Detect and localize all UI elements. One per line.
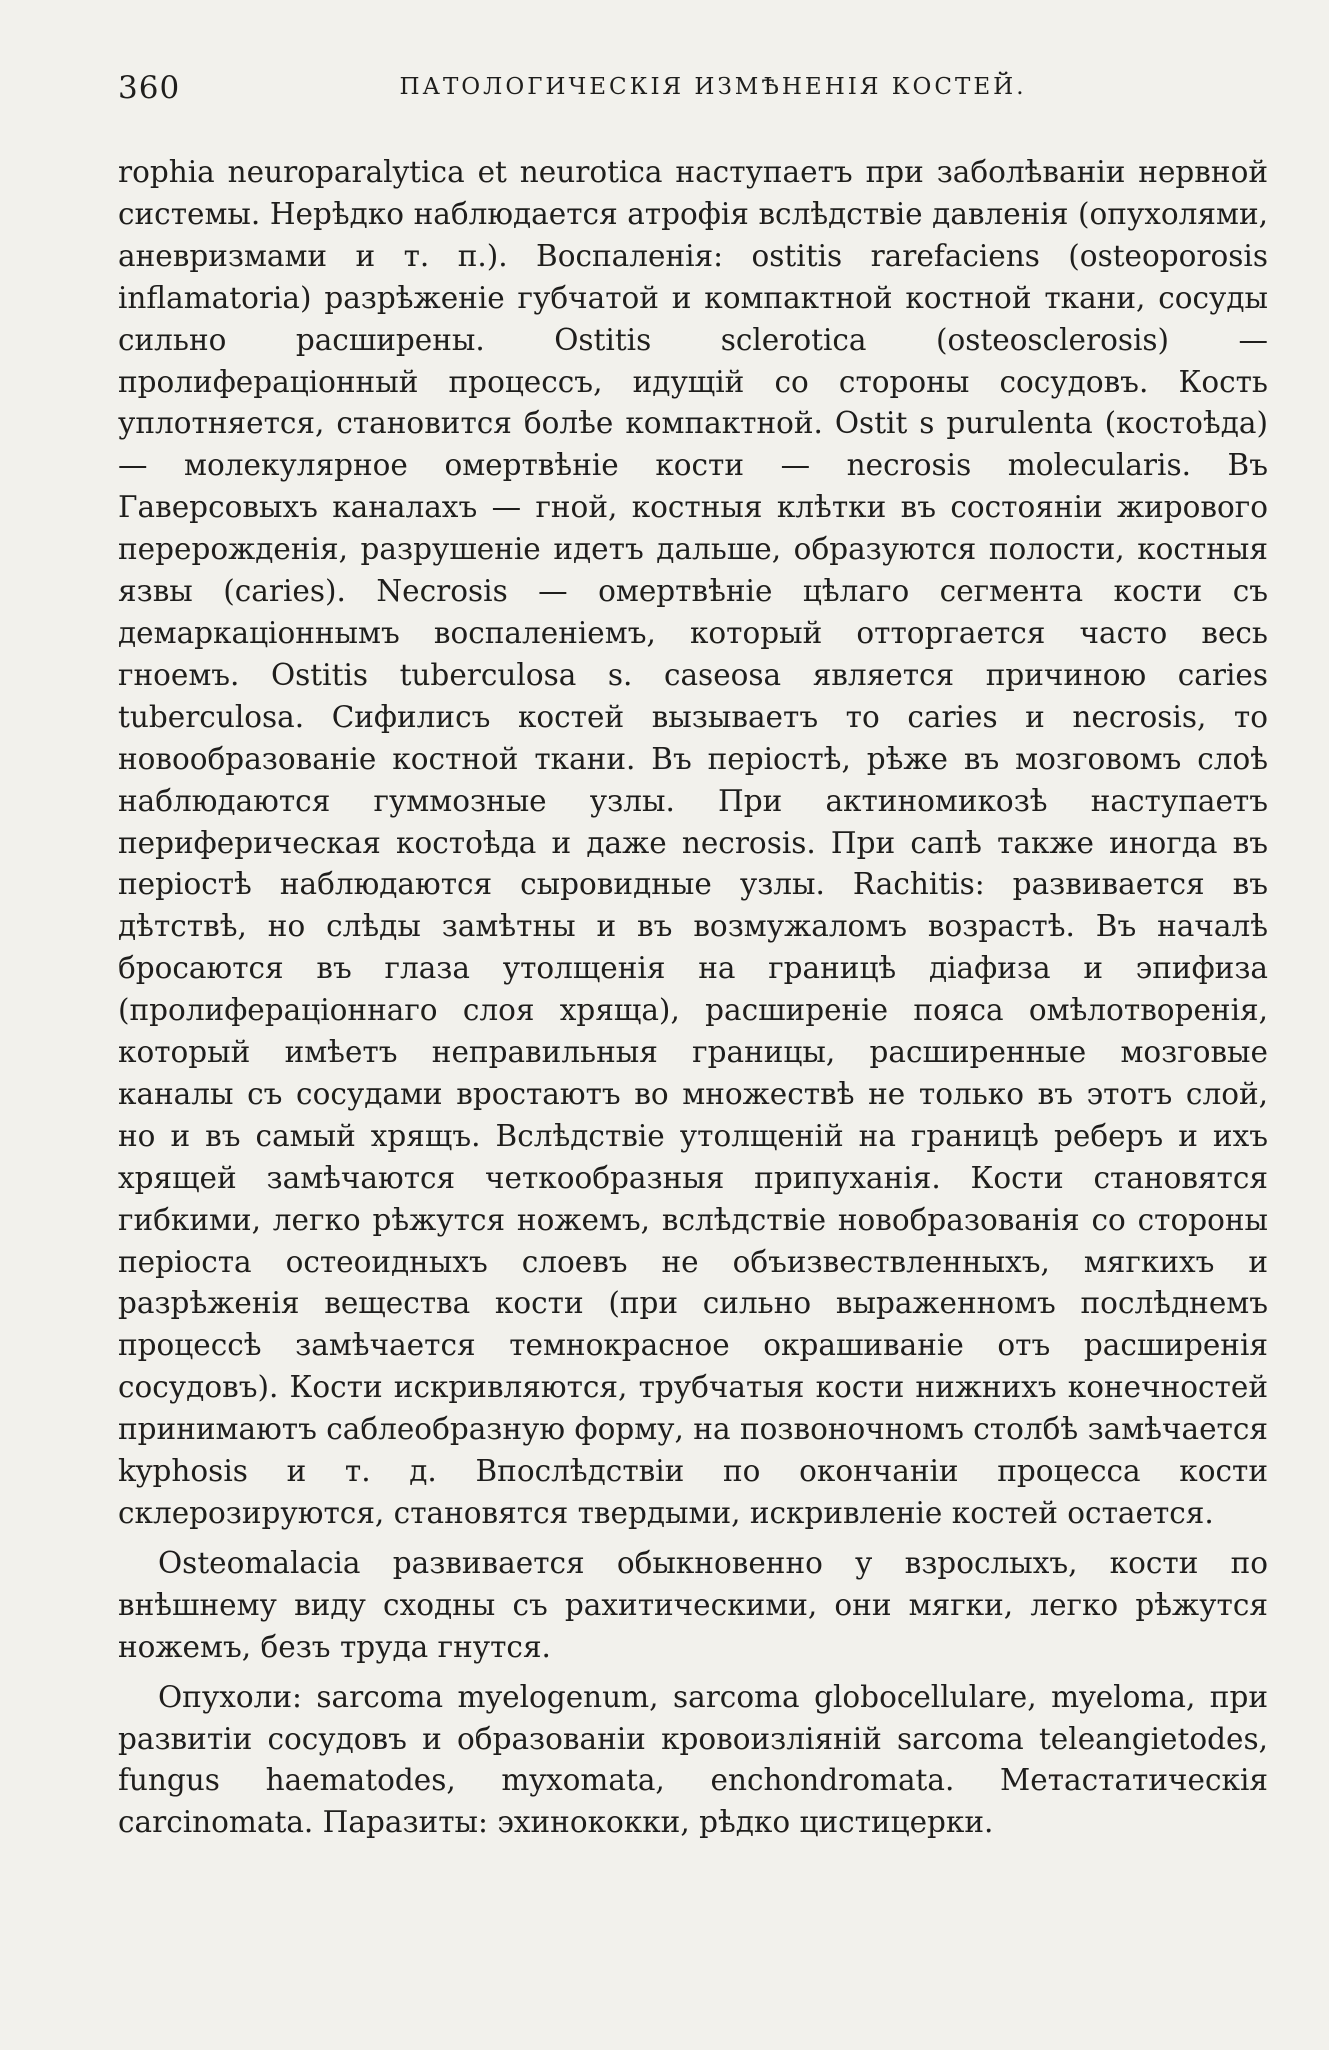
paragraph-tumors: Опухоли: sarcoma myelogenum, sarcoma globocellulare, myeloma, при развитіи сосудовъ и образованіи кровоизліяній sarcoma teleangietodes, fungus haematodes, myxomata, enchondromata. Метастатическія carcinomata. Паразиты: эхинококки, рѣдко цистицерки. <box>118 1679 1268 1840</box>
book-page <box>118 60 1268 1844</box>
running-head: ПАТОЛОГИЧЕСКІЯ ИЗМѢНЕНІЯ КОСТЕЙ. <box>399 74 1027 100</box>
paragraph-osteomalacia: Osteomalacia развивается обыкновенно у взрослыхъ, кости по внѣшнему виду сходны съ рахитическими, они мягки, легко рѣжутся ножемъ, безъ труда гнутся. <box>118 1545 1268 1664</box>
paragraph-bone-inflammation-and-rachitis: rophia neuroparalytica et neurotica наступаетъ при заболѣваніи нервной системы. Нерѣдко наблюдается атрофія вслѣдствіе давленія (опухолями, аневризмами и т. п.). Воспаленія: ostitis rarefaciens (osteoporosis inflamatoria) разрѣженіе губчатой и компактной костной ткани, сосуды сильно расширены. Ostitis sclerotica (osteosclerosis) — пролифераціонный процессъ, идущій со стороны сосудовъ. Кость уплотняется, становится болѣе компактной. Ostit s purulenta (костоѣда) — молекулярное омертвѣніе кости — necrosis molecularis. Въ Гаверсовыхъ каналахъ — гной, костныя клѣтки въ состояніи жирового перерожденія, разрушеніе идетъ дальше, образуются полости, костныя язвы (caries). Necrosis — омертвѣніе цѣлаго сегмента кости съ демаркаціоннымъ воспаленіемъ, который отторгается часто весь гноемъ. Ostitis tuberculosa s. caseosa является причиною caries tuberculosa. Сифилисъ костей вызываетъ то caries и necrosis, то новообразованіе костной ткани. Въ періостѣ, рѣже въ мозговомъ слоѣ наблюдаются гуммозные узлы. При актиномикозѣ наступаетъ периферическая костоѣда и даже necrosis. При сапѣ также иногда въ періостѣ наблюдаются сыровидные узлы. Rachitis: развивается въ дѣтствѣ, но слѣды замѣтны и въ возмужаломъ возрастѣ. Въ началѣ бросаются въ глаза утолщенія на границѣ діафиза и эпифиза (пролифераціоннаго слоя хряща), расширеніе пояса омѣлотворенія, который имѣетъ неправильныя границы, расширенные мозговые каналы съ сосудами вростаютъ во множествѣ не только въ этотъ слой, но и въ самый хрящъ. Вслѣдствіе утолщеній на границѣ реберъ и ихъ хрящей замѣчаются четкообразныя припуханія. Кости становятся гибкими, легко рѣжутся ножемъ, вслѣдствіе новобразованія со стороны періоста остеоидныхъ слоевъ не объизвествленныхъ, мягкихъ и разрѣженія вещества кости (при сильно выраженномъ послѣднемъ процессѣ замѣчается темнокрасное окрашиваніе отъ расширенія сосудовъ). Кости искривляются, трубчатыя кости нижнихъ конечностей принимаютъ саблеобразную форму, на позвоночномъ столбѣ замѣчается kyphosis и т. д. Впослѣдствіи по окончаніи процесса кости склерозируются, становятся твердыми, искривленіе костей остается. <box>118 155 1268 1530</box>
page-header <box>118 60 1268 112</box>
page-number: 360 <box>118 70 181 106</box>
body-text <box>118 152 1268 1844</box>
